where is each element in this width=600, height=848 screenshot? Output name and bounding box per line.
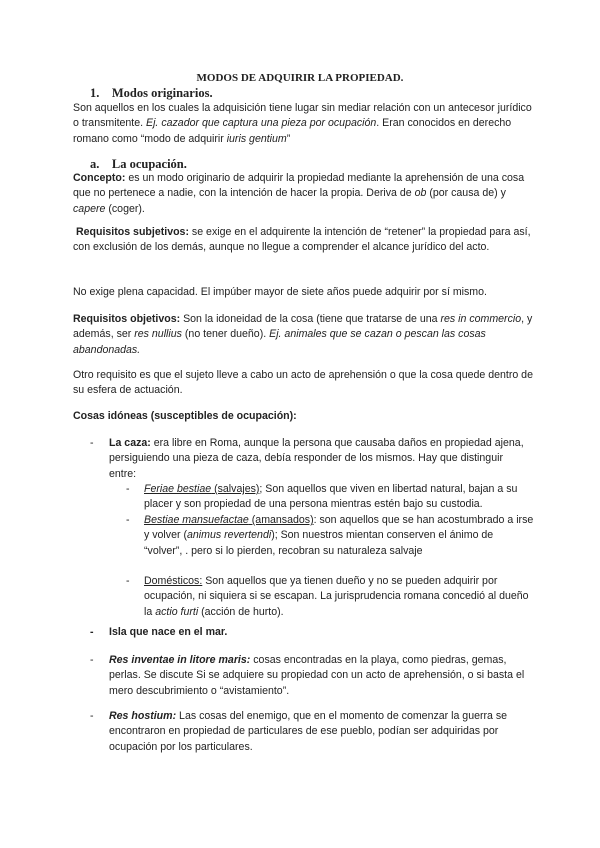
label: Requisitos subjetivos:	[75, 226, 189, 238]
latin-term: ob	[414, 187, 427, 200]
latin-term: Bestiae mansuefactae	[144, 514, 249, 526]
list-bullet: -	[90, 437, 94, 449]
text: , y además, ser	[73, 313, 533, 341]
paragraph-concepto	[73, 171, 533, 217]
heading-cosas-idoneas: Cosas idóneas (susceptibles de ocupación):	[73, 410, 297, 422]
paragraph-capacidad: No exige plena capacidad. El impúber mayor de siete años puede adquirir por sí mismo.	[73, 286, 487, 298]
latin-term: actio furti	[155, 605, 199, 618]
latin-term: animus revertendi	[186, 529, 272, 542]
term: Domésticos:	[144, 575, 203, 587]
text: se exige en el adquirente la intención de “retener” la propiedad para así, con exclusión de los demás, aunque no llegue a comprender el alcance jurídico del acto.	[73, 226, 531, 254]
list-bullet: -	[90, 710, 94, 722]
list-bullet: -	[126, 483, 130, 495]
paragraph-requisitos-subjetivos	[73, 225, 533, 256]
list-bullet: -	[126, 575, 130, 587]
list-bullet: -	[90, 626, 94, 638]
example-text: Ej. animales que se cazan o pescan las cosas abandonadas.	[73, 328, 486, 356]
list-item-res-inventae	[109, 653, 531, 699]
document-title: MODOS DE ADQUIRIR LA PROPIEDAD.	[196, 72, 404, 84]
label: Res inventae in litore maris:	[109, 654, 251, 666]
label: Concepto:	[73, 172, 126, 184]
section-heading-modos-originarios	[90, 86, 213, 101]
sublist-item-domesticos	[144, 574, 534, 620]
latin-term: res nullius	[134, 328, 182, 341]
latin-term: capere	[73, 202, 106, 215]
label: La caza:	[109, 437, 151, 449]
section-number: 1.	[90, 86, 100, 100]
latin-term: res in commercio	[440, 313, 522, 325]
sublist-item-bestiae-mansuefactae	[144, 513, 534, 559]
text: es un modo originario de adquirir la propiedad mediante la aprehensión de una cosa que no pertenece a nadie, con la intención de hacer la propia. Deriva de	[73, 172, 525, 200]
sublist-item-feriae-bestiae	[144, 482, 534, 513]
text: Son aquellos que ya tienen dueño y no se pueden adquirir por ocupación, ni siquiera si se escapan. La jurisprudencia romana concedió al dueño la	[144, 575, 529, 618]
list-item-isla: Isla que nace en el mar.	[109, 626, 228, 638]
section-title: Modos originarios.	[111, 86, 213, 100]
text: (acción de hurto).	[198, 605, 284, 618]
paragraph-otro-requisito: Otro requisito es que el sujeto lleve a cabo un acto de aprehensión o que la cosa quede dentro de su esfera de actuación.	[73, 369, 533, 397]
text: (amansados)	[248, 514, 314, 526]
section-title: La ocupación.	[111, 157, 187, 171]
text: (por causa de) y	[426, 187, 506, 200]
label: Res hostium:	[109, 710, 177, 722]
list-bullet: -	[90, 654, 94, 666]
text: cosas encontradas en la playa, como piedras, gemas, perlas. Se discute Si se adquiere su propiedad con un acto de aprehensión, o si basta el mero descubrimiento o “avistamiento”.	[109, 654, 525, 697]
text: (salvajes)	[211, 483, 260, 495]
latin-term: Feriae bestiae	[144, 483, 212, 495]
text: . Eran conocidos en derecho romano como “modo de adquirir	[73, 117, 512, 145]
paragraph-modos-originarios	[73, 101, 533, 147]
text: ; Son aquellos que viven en libertad natural, bajan a su placer y son propiedad de una persona mientras estén bajo su custodia.	[144, 483, 518, 511]
text: : son aquellos que se han acostumbrado a irse y volver (	[144, 514, 534, 542]
latin-term: iuris gentium	[226, 132, 287, 145]
label: Requisitos objetivos:	[73, 313, 181, 325]
text: era libre en Roma, aunque la persona que causaba daños en propiedad ajena, persiguiendo una pieza de caza, debía responder de los mismos. Hay que distinguir entre:	[109, 437, 524, 480]
text: (no tener dueño).	[181, 328, 270, 341]
text: (coger).	[105, 202, 145, 215]
list-item-res-hostium	[109, 709, 531, 755]
text: Son la idoneidad de la cosa (tiene que tratarse de una	[180, 313, 441, 325]
section-number: a.	[90, 157, 100, 171]
text: ); Son nuestros mientan conserven el ánimo de “volver”, . pero si lo pierden, recobran su naturaleza salvaje	[144, 529, 494, 557]
example-text: Ej. cazador que captura una pieza por ocupación	[146, 117, 377, 130]
paragraph-requisitos-objetivos	[73, 312, 533, 358]
list-bullet: -	[126, 514, 130, 526]
text: Las cosas del enemigo, que en el momento de comenzar la guerra se encontraron en propiedad de particulares de ese pueblo, podían ser adquiridas por ocupación por los particulares.	[109, 710, 508, 753]
text: ”	[286, 132, 291, 145]
list-item-caza	[109, 436, 531, 482]
text: Son aquellos en los cuales la adquisición tiene lugar sin mediar relación con un antecesor jurídico o transmitente.	[73, 102, 532, 130]
